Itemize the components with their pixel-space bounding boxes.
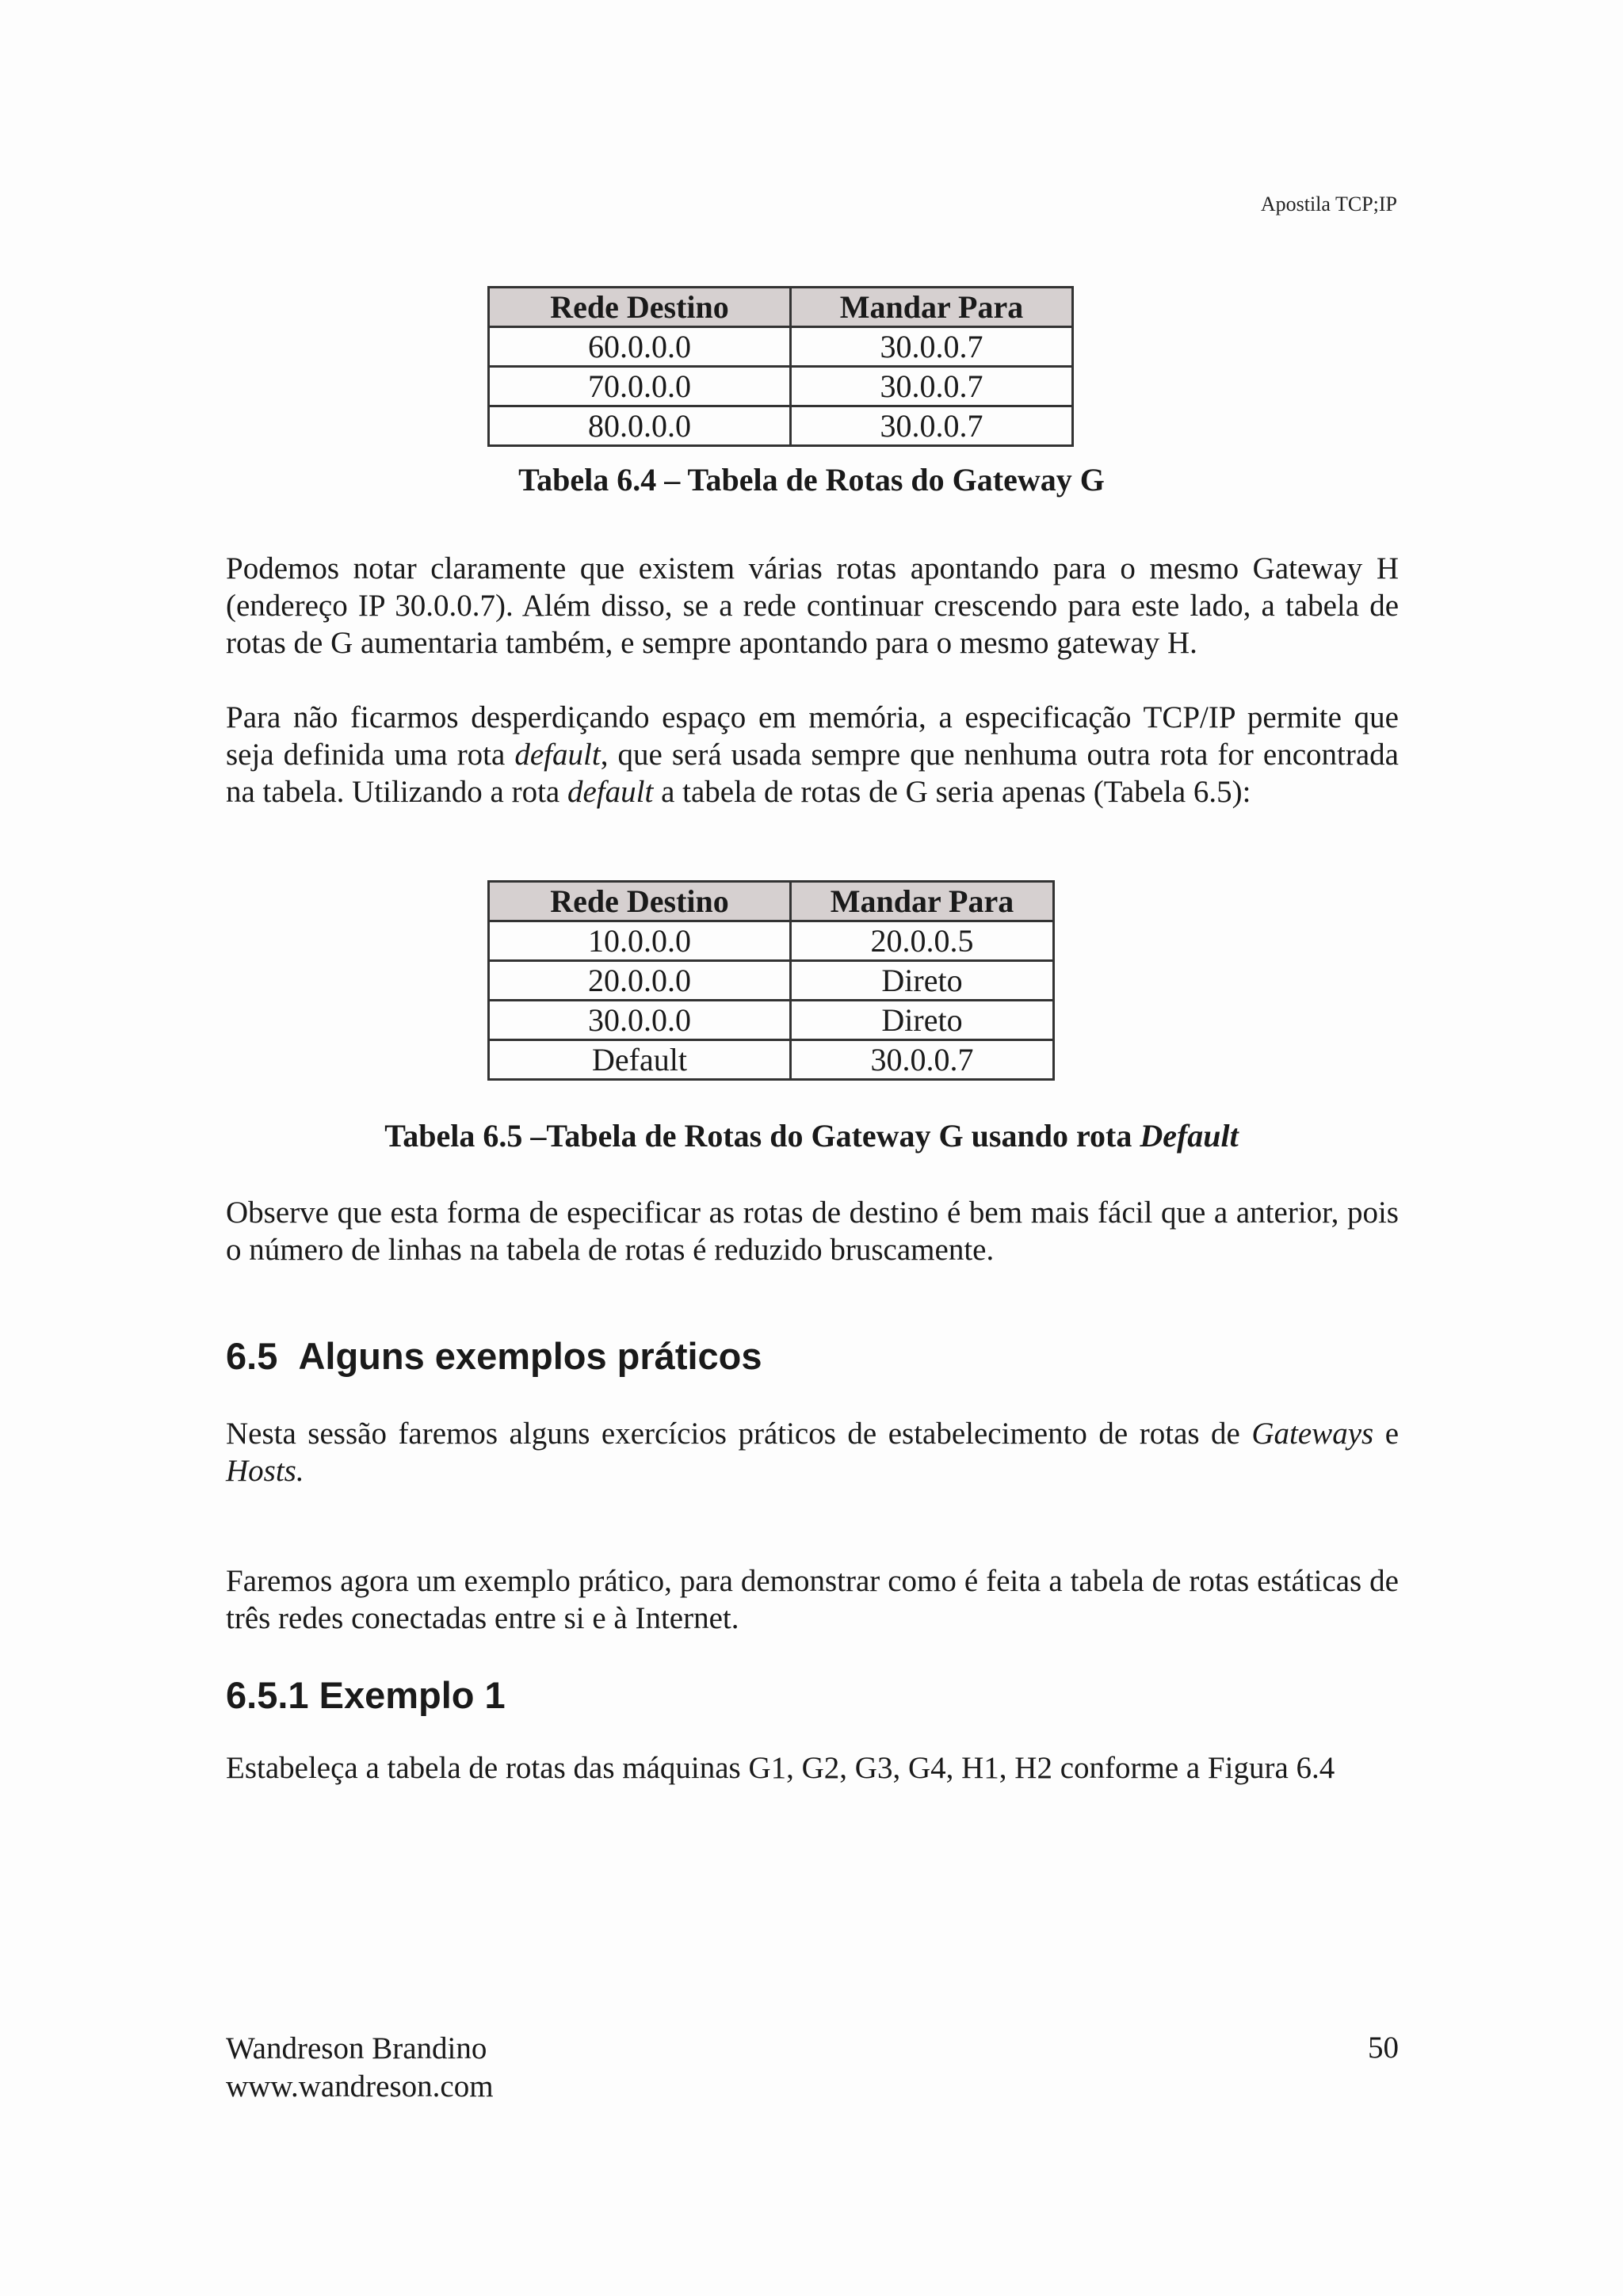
paragraph (226, 550, 1399, 662)
table-cell: 30.0.0.7 (791, 367, 1073, 406)
paragraph-text: Para não ficarmos desperdiçando espaço em memória, a especificação TCP/IP permite que seja definida uma rota default, que será usada sempre que nenhuma outra rota for encontrada na tabela. Utilizando a rota default a tabela de rotas de G seria apenas (Tabela 6.5): (226, 700, 1399, 809)
footer-author: Wandreson Brandino (226, 2031, 487, 2065)
paragraph-text: Nesta sessão faremos alguns exercícios práticos de estabelecimento de rotas de Gateways e Hosts. (226, 1417, 1399, 1488)
table-cell: Direto (791, 961, 1054, 1001)
table-row (489, 327, 1073, 367)
table-cell: Default (489, 1040, 791, 1080)
route-table-6-5 (487, 880, 1055, 1081)
section-heading-6-5: 6.5 Alguns exemplos práticos (226, 1335, 762, 1377)
paragraph-text: Estabeleça a tabela de rotas das máquinas G1, G2, G3, G4, H1, H2 conforme a Figura 6.4 (226, 1751, 1335, 1785)
table-row (489, 961, 1054, 1001)
section-heading-6-5-1: 6.5.1 Exemplo 1 (226, 1674, 506, 1716)
table-cell: 30.0.0.0 (489, 1001, 791, 1040)
running-header: Apostila TCP;IP (1260, 193, 1397, 215)
col-header-send-to: Mandar Para (791, 288, 1073, 327)
table-row (489, 921, 1054, 961)
paragraph-text: Faremos agora um exemplo prático, para demonstrar como é feita a tabela de rotas estáticas de três redes conectadas entre si e à Internet. (226, 1564, 1399, 1635)
table-row (489, 1001, 1054, 1040)
table-cell: 70.0.0.0 (489, 367, 791, 406)
footer-website: www.wandreson.com (226, 2069, 494, 2103)
table-cell: 30.0.0.7 (791, 406, 1073, 446)
paragraph (226, 1562, 1399, 1637)
paragraph (226, 699, 1399, 810)
page-number: 50 (1368, 2031, 1399, 2065)
table-row (489, 367, 1073, 406)
table-row (489, 1040, 1054, 1080)
table-caption-6-5: Tabela 6.5 –Tabela de Rotas do Gateway G usando rota Default (384, 1118, 1239, 1154)
table-row (489, 406, 1073, 446)
table-cell: 60.0.0.0 (489, 327, 791, 367)
col-header-destination: Rede Destino (489, 882, 791, 921)
paragraph (226, 1749, 1399, 1787)
table-cell: 20.0.0.5 (791, 921, 1054, 961)
paragraph (226, 1415, 1399, 1489)
col-header-send-to: Mandar Para (791, 882, 1054, 921)
table-cell: Direto (791, 1001, 1054, 1040)
paragraph-text: Podemos notar claramente que existem várias rotas apontando para o mesmo Gateway H (endereço IP 30.0.0.7). Além disso, se a rede continuar crescendo para este lado, a tabela de rotas de G aumentaria também, e sempre apontando para o mesmo gateway H. (226, 551, 1399, 660)
route-table-6-4 (487, 286, 1074, 447)
table-cell: 30.0.0.7 (791, 1040, 1054, 1080)
table-caption-6-4: Tabela 6.4 – Tabela de Rotas do Gateway G (518, 462, 1105, 498)
table-cell: 10.0.0.0 (489, 921, 791, 961)
footer-author-block (226, 2030, 494, 2106)
col-header-destination: Rede Destino (489, 288, 791, 327)
table-cell: 30.0.0.7 (791, 327, 1073, 367)
table-cell: 80.0.0.0 (489, 406, 791, 446)
paragraph-text: Observe que esta forma de especificar as rotas de destino é bem mais fácil que a anterior, pois o número de linhas na tabela de rotas é reduzido bruscamente. (226, 1196, 1399, 1267)
table-cell: 20.0.0.0 (489, 961, 791, 1001)
paragraph (226, 1194, 1399, 1268)
